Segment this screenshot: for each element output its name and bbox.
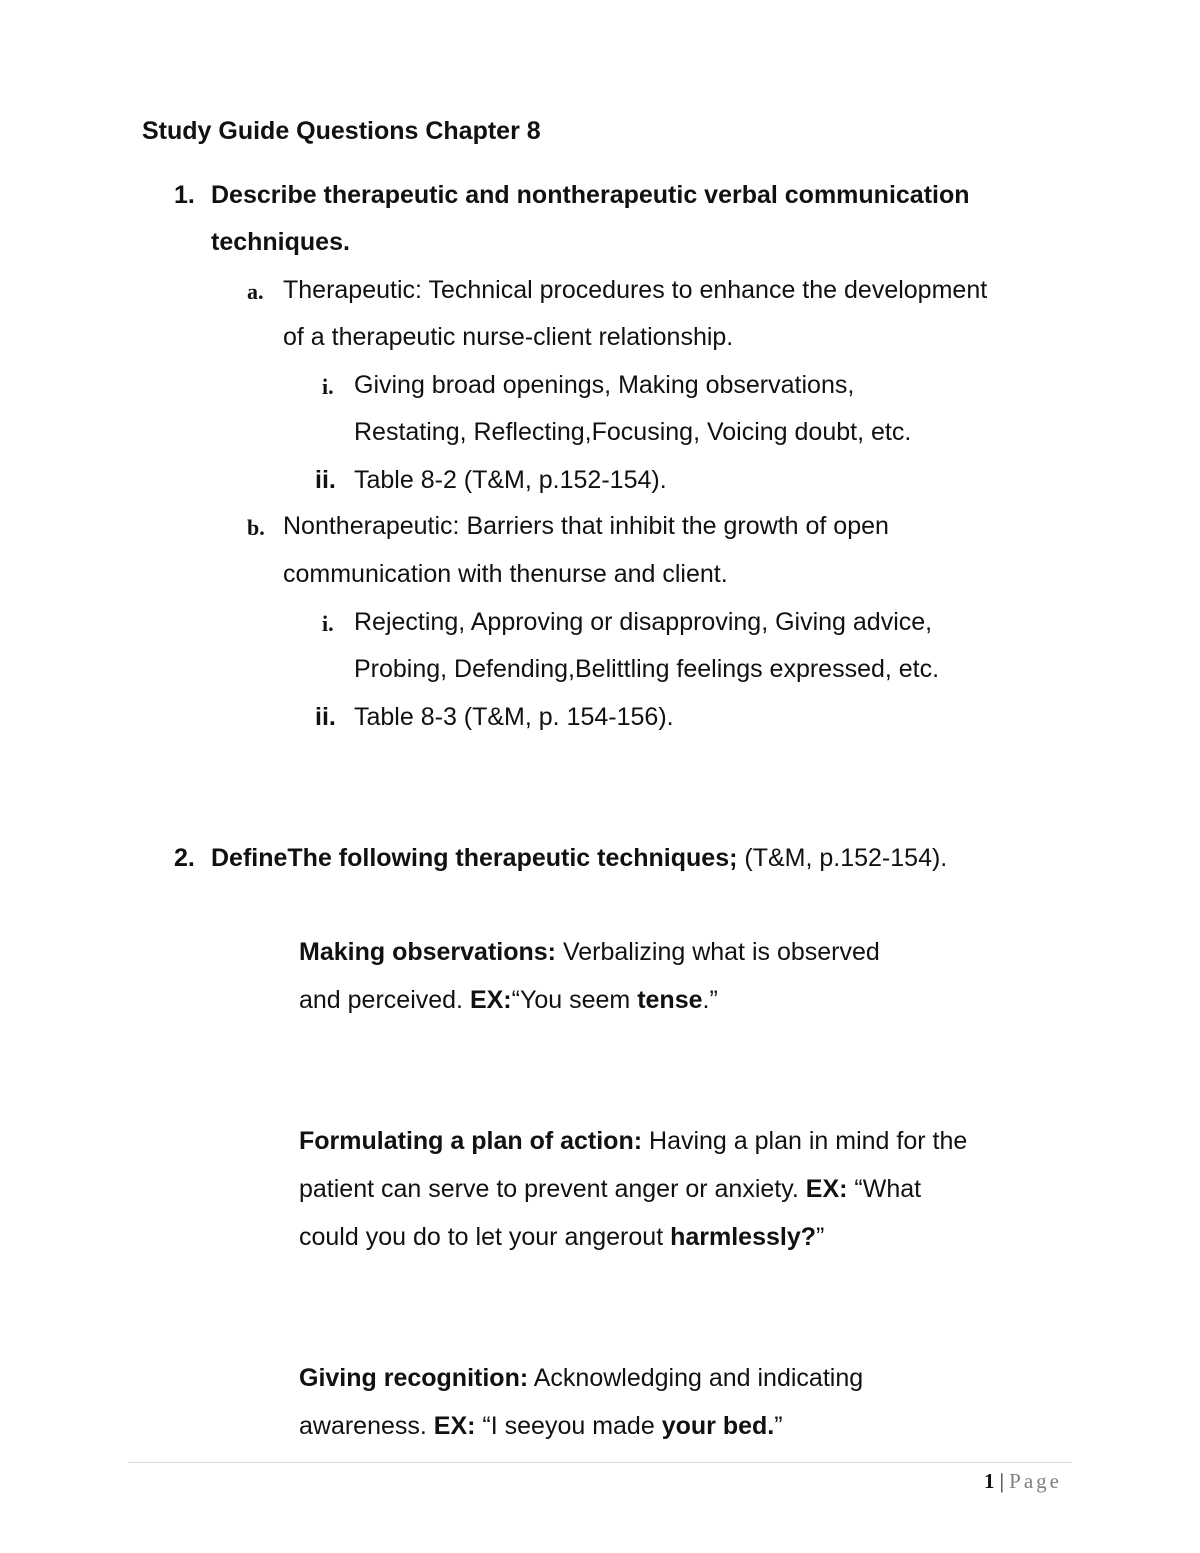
page-separator: | [994, 1469, 1010, 1493]
example-quote-cont: could you do to let your angerout [299, 1223, 671, 1251]
example-quote-bold: tense [637, 986, 703, 1014]
term-making-observations-line1 [299, 937, 880, 967]
q1-b-ii-text: Table 8-3 (T&M, p. 154-156). [354, 703, 674, 731]
term-formulating-plan-line1 [299, 1126, 967, 1156]
q2-heading-ref: (T&M, p.152-154). [737, 844, 948, 872]
q1-a-ii-text: Table 8-2 (T&M, p.152-154). [354, 466, 667, 494]
example-label: EX: [805, 1175, 848, 1203]
q1-a-i-line2: Restating, Reflecting,Focusing, Voicing doubt, etc. [354, 418, 912, 446]
term-definition: Verbalizing what is observed [556, 938, 880, 966]
term-definition-cont: patient can serve to prevent anger or anxiety. [299, 1175, 806, 1203]
term-definition: Having a plan in mind for the [642, 1127, 968, 1155]
footer-divider [128, 1462, 1072, 1463]
q1-b-line1: Nontherapeutic: Barriers that inhibit the growth of open [283, 512, 889, 540]
q1-b-ii-marker: ii. [315, 703, 336, 731]
example-label: EX: [433, 1412, 476, 1440]
q1-heading-line1: Describe therapeutic and nontherapeutic verbal communication [211, 181, 970, 209]
term-label: Making observations: [299, 938, 556, 966]
term-formulating-plan-line2 [299, 1174, 921, 1204]
q2-heading [211, 843, 947, 873]
q2-heading-bold: DefineThe following therapeutic techniques; [211, 844, 738, 872]
term-formulating-plan-line3 [299, 1222, 824, 1252]
q1-a-i-marker: i. [322, 374, 334, 399]
example-label: EX: [469, 986, 512, 1014]
q1-a-line1: Therapeutic: Technical procedures to enhance the development [283, 276, 988, 304]
example-quote-tail: .” [702, 986, 718, 1014]
q1-b-i-marker: i. [322, 611, 334, 636]
term-definition-cont: awareness. [299, 1412, 434, 1440]
example-quote-bold: harmlessly? [670, 1223, 817, 1251]
example-quote-tail: ” [816, 1223, 825, 1251]
q1-b-line2: communication with thenurse and client. [283, 560, 728, 588]
q1-a-ii-marker: ii. [315, 466, 336, 494]
term-definition-cont: and perceived. [299, 986, 470, 1014]
q1-b-i-line1: Rejecting, Approving or disapproving, Giving advice, [354, 608, 933, 636]
term-giving-recognition-line2 [299, 1411, 783, 1441]
term-making-observations-line2 [299, 985, 718, 1015]
example-quote-tail: ” [774, 1412, 783, 1440]
q1-number: 1. [174, 181, 195, 209]
example-quote: “What [847, 1175, 922, 1203]
q2-number: 2. [174, 844, 195, 872]
q1-b-marker: b. [247, 515, 265, 540]
example-quote-bold: your bed. [661, 1412, 775, 1440]
q1-a-line2: of a therapeutic nurse-client relationship. [283, 323, 734, 351]
q1-a-marker: a. [247, 279, 264, 304]
page-word: Page [1009, 1469, 1062, 1493]
page-number: 1 [983, 1469, 995, 1493]
q1-a-i-line1: Giving broad openings, Making observations, [354, 371, 855, 399]
q1-heading-line2: techniques. [211, 228, 350, 256]
page-title: Study Guide Questions Chapter 8 [142, 117, 541, 145]
page-footer [984, 1468, 1062, 1494]
term-giving-recognition-line1 [299, 1363, 863, 1393]
term-definition: Acknowledging and indicating [528, 1364, 864, 1392]
example-quote: “I seeyou made [475, 1412, 662, 1440]
q1-b-i-line2: Probing, Defending,Belittling feelings expressed, etc. [354, 655, 940, 683]
example-quote: “You seem [511, 986, 638, 1014]
term-label: Formulating a plan of action: [299, 1127, 643, 1155]
term-label: Giving recognition: [299, 1364, 529, 1392]
